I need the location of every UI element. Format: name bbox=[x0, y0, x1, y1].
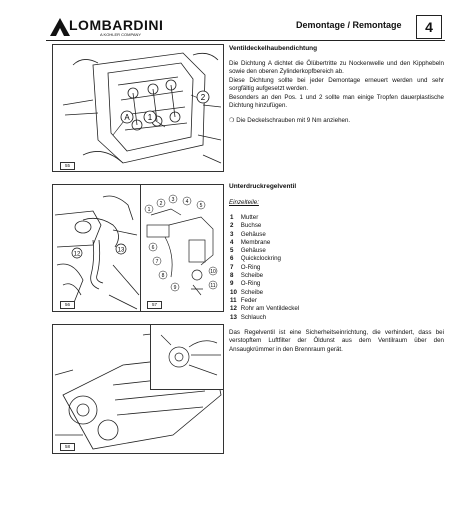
page-number: 4 bbox=[416, 15, 442, 39]
part-number: 7 bbox=[230, 263, 234, 271]
part-label: Mutter bbox=[240, 214, 259, 221]
part-label: Buchse bbox=[240, 222, 262, 230]
figure-55 bbox=[52, 44, 224, 172]
callout-p9: 9 bbox=[173, 285, 177, 291]
figure-label-58: 58 bbox=[60, 443, 75, 451]
parts-list-item bbox=[230, 305, 430, 313]
callout-p11: 11 bbox=[210, 283, 216, 289]
figure-56 bbox=[52, 184, 142, 312]
parts-list-item bbox=[230, 297, 430, 305]
callout-p8: 8 bbox=[161, 273, 165, 279]
parts-list-item bbox=[230, 214, 430, 222]
figure-label-56: 56 bbox=[60, 301, 75, 309]
figure-label-55: 55 bbox=[60, 162, 75, 170]
part-label: Scheibe bbox=[240, 272, 264, 280]
callout-p7: 7 bbox=[155, 259, 159, 265]
parts-list-item bbox=[230, 314, 430, 322]
part-number: 11 bbox=[230, 296, 237, 304]
part-label: Schlauch bbox=[240, 313, 267, 321]
callout-p3: 3 bbox=[171, 197, 175, 203]
callout-p5: 5 bbox=[199, 203, 203, 209]
parts-list-item bbox=[230, 247, 430, 255]
part-label: O-Ring bbox=[240, 280, 261, 288]
valve-cover-illustration bbox=[53, 45, 223, 171]
part-number: 13 bbox=[230, 313, 237, 321]
part-number: 3 bbox=[230, 230, 234, 238]
part-label: Gehäuse bbox=[240, 230, 266, 238]
part-number: 9 bbox=[230, 280, 234, 288]
part-number: 4 bbox=[230, 238, 234, 246]
part-label: Scheibe bbox=[240, 288, 264, 296]
part-number: 8 bbox=[230, 272, 234, 280]
part-label: Feder bbox=[240, 296, 257, 304]
gasket-paragraph-3: Besonders an den Pos. 1 und 2 sollte man einige Tropfen dauerplastische Dichtung hinzufügen. bbox=[229, 94, 444, 110]
header-divider bbox=[46, 40, 445, 41]
callout-p10: 10 bbox=[210, 269, 216, 275]
parts-list-item bbox=[230, 272, 430, 280]
brand-name: LOMBARDINI bbox=[69, 17, 164, 33]
hose-removal-illustration bbox=[53, 185, 141, 311]
valve-exploded-view bbox=[141, 185, 223, 311]
part-label: Quickclockring bbox=[240, 255, 281, 263]
callout-p4: 4 bbox=[185, 199, 189, 205]
callout-12: 12 bbox=[73, 251, 81, 258]
parts-list-item bbox=[230, 255, 430, 263]
part-number: 12 bbox=[230, 305, 237, 313]
gasket-paragraph-2: Diese Dichtung sollte bei jeder Demontage erneuert werden und sehr sorgfältig aufgesetzt werden. bbox=[229, 77, 444, 93]
callout-13: 13 bbox=[117, 247, 125, 254]
callout-a: A bbox=[124, 113, 130, 122]
parts-subtitle: Einzelteile: bbox=[229, 199, 259, 206]
part-number: 1 bbox=[230, 214, 234, 221]
part-number: 5 bbox=[230, 247, 234, 255]
callout-p1: 1 bbox=[147, 207, 151, 213]
parts-list-item bbox=[230, 222, 430, 230]
part-label: O-Ring bbox=[240, 263, 261, 271]
part-number: 6 bbox=[230, 255, 234, 263]
page-title: Demontage / Remontage bbox=[296, 20, 402, 30]
callout-2: 2 bbox=[200, 93, 206, 102]
valve-location-inset bbox=[151, 325, 223, 389]
section-title-valve: Unterdruckregelventil bbox=[229, 183, 297, 190]
callout-p2: 2 bbox=[159, 201, 163, 207]
parts-list-item bbox=[230, 289, 430, 297]
parts-list-item bbox=[230, 264, 430, 272]
parts-list bbox=[230, 214, 430, 322]
section-title-gasket: Ventildeckelhaubendichtung bbox=[229, 45, 318, 52]
part-label: Rohr am Ventildeckel bbox=[240, 305, 300, 313]
parts-list-item bbox=[230, 239, 430, 247]
callout-1: 1 bbox=[147, 113, 153, 122]
callout-p6: 6 bbox=[151, 245, 155, 251]
parts-list-item bbox=[230, 231, 430, 239]
brand-subtitle: A KOHLER COMPANY bbox=[100, 32, 142, 37]
part-label: Gehäuse bbox=[240, 247, 266, 255]
gasket-paragraph-1: Die Dichtung A dichtet die Ölübertritte zu Nockenwelle und den Kipphebeln sowie den oberen Zylinderkopfbereich ab. bbox=[229, 60, 444, 76]
parts-list-item bbox=[230, 280, 430, 288]
part-number: 10 bbox=[230, 288, 237, 296]
figure-57 bbox=[140, 184, 224, 312]
part-label: Membrane bbox=[240, 238, 271, 246]
torque-note: ❍ Die Deckelschrauben mit 9 Nm anziehen. bbox=[229, 117, 351, 124]
figure-label-57: 57 bbox=[147, 301, 162, 309]
note-bullet-icon: ❍ bbox=[229, 117, 237, 124]
part-number: 2 bbox=[230, 222, 234, 230]
regulator-paragraph: Das Regelventil ist eine Sicherheitseinrichtung, die verhindert, dass bei verstopftem Luftfilter der Öldunst aus dem Ventilraum über den Ansaugkrümmer in den Brennraum gerät. bbox=[229, 329, 444, 353]
figure-58-inset bbox=[150, 324, 224, 390]
